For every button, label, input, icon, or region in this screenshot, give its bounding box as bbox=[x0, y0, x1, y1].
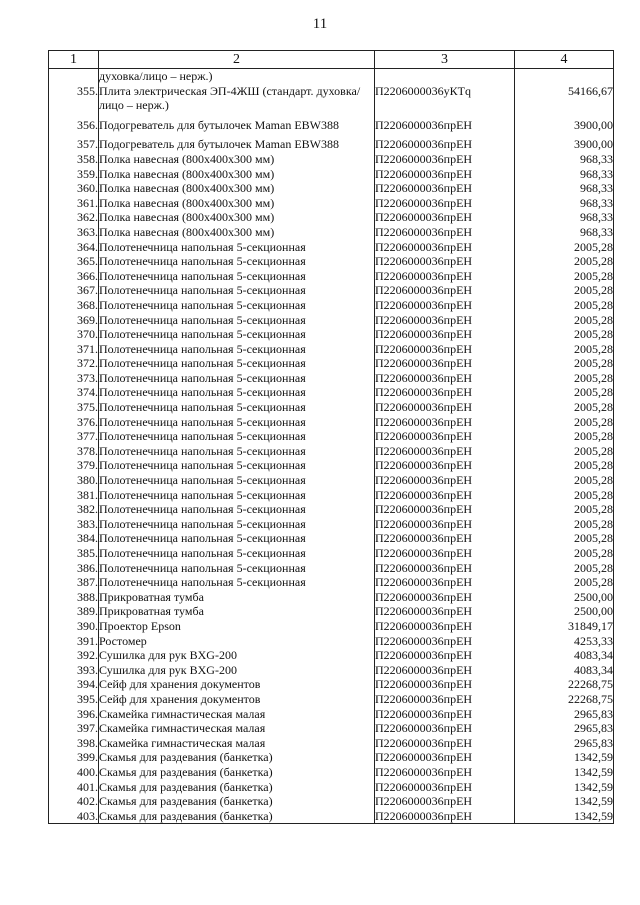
table-row bbox=[49, 400, 614, 415]
row-number: 379. bbox=[49, 458, 99, 473]
row-number: 378. bbox=[49, 444, 99, 459]
item-name: Полка навесная (800х400х300 мм) bbox=[99, 152, 375, 167]
item-price: 54166,67 bbox=[515, 84, 614, 113]
row-number: 374. bbox=[49, 385, 99, 400]
item-code: П2206000036прЕН bbox=[375, 561, 515, 576]
item-name: Полотенечница напольная 5-секционная bbox=[99, 531, 375, 546]
table-row bbox=[49, 502, 614, 517]
item-name: Скамья для раздевания (банкетка) bbox=[99, 765, 375, 780]
item-price: 2005,28 bbox=[515, 502, 614, 517]
item-price: 4083,34 bbox=[515, 648, 614, 663]
item-code: П2206000036прЕН bbox=[375, 604, 515, 619]
item-code: П2206000036прЕН bbox=[375, 152, 515, 167]
item-code: П2206000036прЕН bbox=[375, 254, 515, 269]
item-name: Полотенечница напольная 5-секционная bbox=[99, 429, 375, 444]
item-name: Полотенечница напольная 5-секционная bbox=[99, 415, 375, 430]
row-number: 385. bbox=[49, 546, 99, 561]
item-price: 2005,28 bbox=[515, 342, 614, 357]
table-row bbox=[49, 517, 614, 532]
table-row bbox=[49, 750, 614, 765]
inventory-table bbox=[48, 50, 614, 824]
item-name: Полотенечница напольная 5-секционная bbox=[99, 517, 375, 532]
row-number: 387. bbox=[49, 575, 99, 590]
item-name: Полотенечница напольная 5-секционная bbox=[99, 488, 375, 503]
item-code: П2206000036прЕН bbox=[375, 196, 515, 211]
table-row bbox=[49, 225, 614, 240]
table-row bbox=[49, 604, 614, 619]
table-row bbox=[49, 736, 614, 751]
item-price: 2005,28 bbox=[515, 371, 614, 386]
table-row bbox=[49, 794, 614, 809]
item-name: Прикроватная тумба bbox=[99, 604, 375, 619]
item-price: 2005,28 bbox=[515, 240, 614, 255]
item-code: П2206000036прЕН bbox=[375, 575, 515, 590]
row-number: 373. bbox=[49, 371, 99, 386]
item-name: Плита электрическая ЭП-4ЖШ (стандарт. духовка/лицо – нерж.) bbox=[99, 84, 375, 113]
item-price: 2500,00 bbox=[515, 590, 614, 605]
item-name: Полотенечница напольная 5-секционная bbox=[99, 342, 375, 357]
row-number: 375. bbox=[49, 400, 99, 415]
table-row bbox=[49, 444, 614, 459]
item-name: Полка навесная (800х400х300 мм) bbox=[99, 210, 375, 225]
table-row bbox=[49, 415, 614, 430]
item-price: 2005,28 bbox=[515, 458, 614, 473]
table-row bbox=[49, 575, 614, 590]
item-code: П2206000036прЕН bbox=[375, 298, 515, 313]
item-name: Полотенечница напольная 5-секционная bbox=[99, 240, 375, 255]
item-name: Полотенечница напольная 5-секционная bbox=[99, 400, 375, 415]
item-price: 4253,33 bbox=[515, 634, 614, 649]
item-code: П2206000036прЕН bbox=[375, 546, 515, 561]
item-code: П2206000036прЕН bbox=[375, 721, 515, 736]
item-name: Полка навесная (800х400х300 мм) bbox=[99, 196, 375, 211]
row-number: 366. bbox=[49, 269, 99, 284]
item-price: 22268,75 bbox=[515, 677, 614, 692]
item-name: Полотенечница напольная 5-секционная bbox=[99, 458, 375, 473]
item-price: 2965,83 bbox=[515, 721, 614, 736]
header-col-1: 1 bbox=[49, 51, 99, 69]
item-code: П2206000036прЕН bbox=[375, 502, 515, 517]
item-name: Прикроватная тумба bbox=[99, 590, 375, 605]
row-number: 383. bbox=[49, 517, 99, 532]
item-price: 3900,00 bbox=[515, 118, 614, 133]
table-row bbox=[49, 677, 614, 692]
item-name: Скамейка гимнастическая малая bbox=[99, 707, 375, 722]
row-number: 371. bbox=[49, 342, 99, 357]
item-code: П2206000036прЕН bbox=[375, 692, 515, 707]
item-code: П2206000036прЕН bbox=[375, 473, 515, 488]
row-number: 382. bbox=[49, 502, 99, 517]
item-price: 1342,59 bbox=[515, 780, 614, 795]
item-price: 2005,28 bbox=[515, 575, 614, 590]
row-number: 392. bbox=[49, 648, 99, 663]
item-name: Ростомер bbox=[99, 634, 375, 649]
item-name: Подогреватель для бутылочек Maman EBW388 bbox=[99, 118, 375, 133]
item-name: Скамья для раздевания (банкетка) bbox=[99, 780, 375, 795]
table-row bbox=[49, 313, 614, 328]
item-price: 2965,83 bbox=[515, 736, 614, 751]
item-name: Полотенечница напольная 5-секционная bbox=[99, 283, 375, 298]
row-number: 365. bbox=[49, 254, 99, 269]
table-row bbox=[49, 561, 614, 576]
table-row bbox=[49, 240, 614, 255]
item-code: П2206000036прЕН bbox=[375, 517, 515, 532]
table-body bbox=[49, 69, 614, 824]
row-number: 395. bbox=[49, 692, 99, 707]
item-code: П2206000036прЕН bbox=[375, 765, 515, 780]
row-number: 370. bbox=[49, 327, 99, 342]
item-name: Скамья для раздевания (банкетка) bbox=[99, 750, 375, 765]
item-code: П2206000036прЕН bbox=[375, 780, 515, 795]
row-number: 357. bbox=[49, 137, 99, 152]
item-price: 22268,75 bbox=[515, 692, 614, 707]
item-price: 2005,28 bbox=[515, 313, 614, 328]
row-number: 386. bbox=[49, 561, 99, 576]
row-number: 380. bbox=[49, 473, 99, 488]
item-code: П2206000036прЕН bbox=[375, 118, 515, 133]
table-row bbox=[49, 634, 614, 649]
item-price: 968,33 bbox=[515, 196, 614, 211]
item-code: П2206000036прЕН bbox=[375, 385, 515, 400]
item-name: Скамейка гимнастическая малая bbox=[99, 721, 375, 736]
item-code: П2206000036прЕН bbox=[375, 269, 515, 284]
item-code: П2206000036прЕН bbox=[375, 648, 515, 663]
row-number: 358. bbox=[49, 152, 99, 167]
item-code: П2206000036прЕН bbox=[375, 181, 515, 196]
item-price: 2005,28 bbox=[515, 517, 614, 532]
item-name: Полка навесная (800х400х300 мм) bbox=[99, 167, 375, 182]
row-number: 368. bbox=[49, 298, 99, 313]
row-number: 362. bbox=[49, 210, 99, 225]
row-number: 399. bbox=[49, 750, 99, 765]
table-row bbox=[49, 765, 614, 780]
item-code: П2206000036прЕН bbox=[375, 736, 515, 751]
item-code: П2206000036уКТq bbox=[375, 84, 515, 113]
row-number: 393. bbox=[49, 663, 99, 678]
table-row bbox=[49, 780, 614, 795]
item-code: П2206000036прЕН bbox=[375, 707, 515, 722]
item-code: П2206000036прЕН bbox=[375, 356, 515, 371]
table-row bbox=[49, 707, 614, 722]
item-price: 2005,28 bbox=[515, 400, 614, 415]
item-price: 2005,28 bbox=[515, 327, 614, 342]
item-code: П2206000036прЕН bbox=[375, 634, 515, 649]
item-code: П2206000036прЕН bbox=[375, 809, 515, 824]
item-price: 968,33 bbox=[515, 210, 614, 225]
item-code: П2206000036прЕН bbox=[375, 225, 515, 240]
row-number: 372. bbox=[49, 356, 99, 371]
item-price: 968,33 bbox=[515, 225, 614, 240]
item-code: П2206000036прЕН bbox=[375, 619, 515, 634]
row-number: 394. bbox=[49, 677, 99, 692]
item-price: 2005,28 bbox=[515, 488, 614, 503]
table-header-row bbox=[49, 51, 614, 69]
item-price: 1342,59 bbox=[515, 794, 614, 809]
item-price: 2005,28 bbox=[515, 415, 614, 430]
row-number: 400. bbox=[49, 765, 99, 780]
item-name: Полотенечница напольная 5-секционная bbox=[99, 444, 375, 459]
item-price: 31849,17 bbox=[515, 619, 614, 634]
item-name: Сейф для хранения документов bbox=[99, 692, 375, 707]
item-price: 2005,28 bbox=[515, 473, 614, 488]
item-code: П2206000036прЕН bbox=[375, 342, 515, 357]
item-name: Полотенечница напольная 5-секционная bbox=[99, 313, 375, 328]
row-number: 401. bbox=[49, 780, 99, 795]
table-row bbox=[49, 269, 614, 284]
item-code: П2206000036прЕН bbox=[375, 750, 515, 765]
item-name: Полотенечница напольная 5-секционная bbox=[99, 269, 375, 284]
table-row bbox=[49, 181, 614, 196]
row-number: 356. bbox=[49, 118, 99, 133]
item-price: 2005,28 bbox=[515, 444, 614, 459]
header-col-3: 3 bbox=[375, 51, 515, 69]
item-price: 4083,34 bbox=[515, 663, 614, 678]
table-row bbox=[49, 342, 614, 357]
table-row bbox=[49, 118, 614, 133]
row-number: 388. bbox=[49, 590, 99, 605]
item-code: П2206000036прЕН bbox=[375, 458, 515, 473]
item-name: Полотенечница напольная 5-секционная bbox=[99, 561, 375, 576]
table-row bbox=[49, 327, 614, 342]
row-number: 397. bbox=[49, 721, 99, 736]
row-number: 369. bbox=[49, 313, 99, 328]
item-code: П2206000036прЕН bbox=[375, 167, 515, 182]
item-price: 1342,59 bbox=[515, 750, 614, 765]
item-name: Сейф для хранения документов bbox=[99, 677, 375, 692]
table-row bbox=[49, 648, 614, 663]
item-price: 2005,28 bbox=[515, 546, 614, 561]
item-name: Полка навесная (800х400х300 мм) bbox=[99, 181, 375, 196]
item-name: Сушилка для рук BXG-200 bbox=[99, 663, 375, 678]
table-row bbox=[49, 488, 614, 503]
item-price: 2005,28 bbox=[515, 298, 614, 313]
item-code: П2206000036прЕН bbox=[375, 663, 515, 678]
item-code: П2206000036прЕН bbox=[375, 137, 515, 152]
item-price: 2005,28 bbox=[515, 269, 614, 284]
table-row bbox=[49, 210, 614, 225]
row-number: 390. bbox=[49, 619, 99, 634]
table-row bbox=[49, 137, 614, 152]
table-row bbox=[49, 429, 614, 444]
table-row bbox=[49, 809, 614, 824]
item-code: П2206000036прЕН bbox=[375, 429, 515, 444]
item-code: П2206000036прЕН bbox=[375, 531, 515, 546]
table-row bbox=[49, 619, 614, 634]
item-price: 2500,00 bbox=[515, 604, 614, 619]
item-name: Скамья для раздевания (банкетка) bbox=[99, 809, 375, 824]
item-name: Скамья для раздевания (банкетка) bbox=[99, 794, 375, 809]
item-price: 2005,28 bbox=[515, 429, 614, 444]
row-number: 384. bbox=[49, 531, 99, 546]
item-name: Полотенечница напольная 5-секционная bbox=[99, 254, 375, 269]
item-code: П2206000036прЕН bbox=[375, 488, 515, 503]
table-row bbox=[49, 84, 614, 113]
item-code: П2206000036прЕН bbox=[375, 283, 515, 298]
table-row bbox=[49, 385, 614, 400]
row-number: 359. bbox=[49, 167, 99, 182]
item-code: П2206000036прЕН bbox=[375, 677, 515, 692]
item-price: 968,33 bbox=[515, 167, 614, 182]
row-number: 389. bbox=[49, 604, 99, 619]
row-number: 403. bbox=[49, 809, 99, 824]
item-name: Полотенечница напольная 5-секционная bbox=[99, 356, 375, 371]
item-price: 3900,00 bbox=[515, 137, 614, 152]
table-row bbox=[49, 283, 614, 298]
table-row bbox=[49, 531, 614, 546]
item-price: 968,33 bbox=[515, 152, 614, 167]
item-price: 1342,59 bbox=[515, 809, 614, 824]
row-number: 363. bbox=[49, 225, 99, 240]
item-name: Полка навесная (800х400х300 мм) bbox=[99, 225, 375, 240]
item-price: 2965,83 bbox=[515, 707, 614, 722]
table-row bbox=[49, 371, 614, 386]
table-row bbox=[49, 692, 614, 707]
table-row bbox=[49, 458, 614, 473]
row-number: 402. bbox=[49, 794, 99, 809]
table-row bbox=[49, 196, 614, 211]
row-number: 398. bbox=[49, 736, 99, 751]
row-number: 364. bbox=[49, 240, 99, 255]
table-row bbox=[49, 590, 614, 605]
table-row bbox=[49, 721, 614, 736]
item-price: 2005,28 bbox=[515, 356, 614, 371]
row-number: 381. bbox=[49, 488, 99, 503]
continuation-text: духовка/лицо – нерж.) bbox=[99, 69, 375, 84]
row-number: 391. bbox=[49, 634, 99, 649]
item-code: П2206000036прЕН bbox=[375, 415, 515, 430]
item-price: 2005,28 bbox=[515, 385, 614, 400]
item-name: Полотенечница напольная 5-секционная bbox=[99, 546, 375, 561]
continuation-row bbox=[49, 69, 614, 84]
item-name: Полотенечница напольная 5-секционная bbox=[99, 575, 375, 590]
table-row bbox=[49, 167, 614, 182]
table-row bbox=[49, 546, 614, 561]
item-name: Скамейка гимнастическая малая bbox=[99, 736, 375, 751]
row-number: 377. bbox=[49, 429, 99, 444]
table-row bbox=[49, 356, 614, 371]
item-name: Полотенечница напольная 5-секционная bbox=[99, 327, 375, 342]
item-code: П2206000036прЕН bbox=[375, 240, 515, 255]
table-row bbox=[49, 298, 614, 313]
page-number: 11 bbox=[312, 16, 328, 32]
table-row bbox=[49, 473, 614, 488]
item-name: Полотенечница напольная 5-секционная bbox=[99, 473, 375, 488]
item-name: Полотенечница напольная 5-секционная bbox=[99, 371, 375, 386]
item-code: П2206000036прЕН bbox=[375, 313, 515, 328]
table-row bbox=[49, 254, 614, 269]
item-price: 2005,28 bbox=[515, 283, 614, 298]
item-code: П2206000036прЕН bbox=[375, 794, 515, 809]
item-price: 2005,28 bbox=[515, 254, 614, 269]
item-name: Полотенечница напольная 5-секционная bbox=[99, 298, 375, 313]
row-number: 396. bbox=[49, 707, 99, 722]
item-price: 1342,59 bbox=[515, 765, 614, 780]
item-name: Полотенечница напольная 5-секционная bbox=[99, 502, 375, 517]
row-number: 361. bbox=[49, 196, 99, 211]
item-code: П2206000036прЕН bbox=[375, 444, 515, 459]
item-name: Подогреватель для бутылочек Maman EBW388 bbox=[99, 137, 375, 152]
row-number: 355. bbox=[49, 84, 99, 113]
row-number: 360. bbox=[49, 181, 99, 196]
item-code: П2206000036прЕН bbox=[375, 210, 515, 225]
item-name: Полотенечница напольная 5-секционная bbox=[99, 385, 375, 400]
row-number: 376. bbox=[49, 415, 99, 430]
header-col-4: 4 bbox=[515, 51, 614, 69]
item-name: Сушилка для рук BXG-200 bbox=[99, 648, 375, 663]
item-code: П2206000036прЕН bbox=[375, 400, 515, 415]
item-price: 2005,28 bbox=[515, 561, 614, 576]
item-code: П2206000036прЕН bbox=[375, 327, 515, 342]
item-code: П2206000036прЕН bbox=[375, 590, 515, 605]
item-code: П2206000036прЕН bbox=[375, 371, 515, 386]
row-number: 367. bbox=[49, 283, 99, 298]
item-name: Проектор Epson bbox=[99, 619, 375, 634]
item-price: 968,33 bbox=[515, 181, 614, 196]
item-price: 2005,28 bbox=[515, 531, 614, 546]
table-row bbox=[49, 152, 614, 167]
header-col-2: 2 bbox=[99, 51, 375, 69]
table-row bbox=[49, 663, 614, 678]
